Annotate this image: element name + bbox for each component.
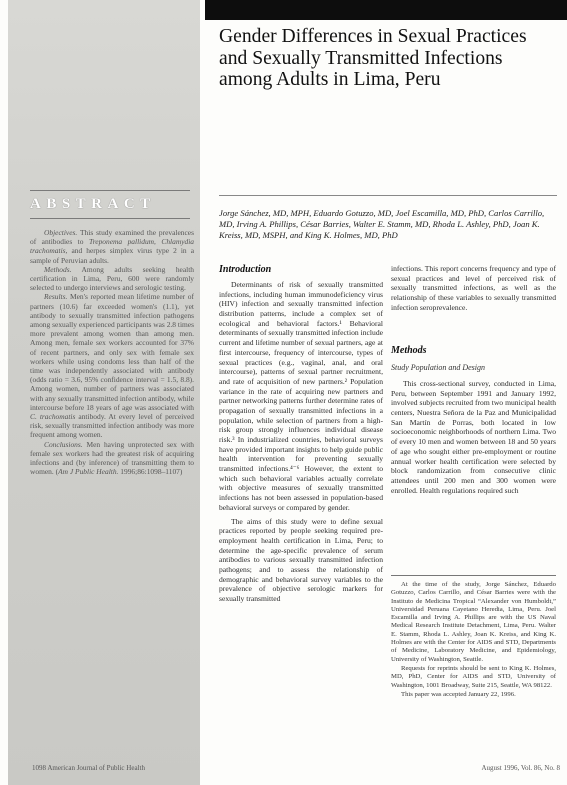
conclusions-text-b: 1996;86:1098–1107) bbox=[118, 467, 183, 477]
intro-heading: Introduction bbox=[219, 264, 272, 275]
author-list: Jorge Sánchez, MD, MPH, Eduardo Gotuzzo, MD, Joel Escamilla, MD, PhD, Carlos Carrillo, MD, Irving A. Phillips, César Barries, Walter E. Stamm, MD, Rhoda L. Ashley, PhD, Joan K. Kreiss, MD, MSPH, and King K. Holmes, MD, PhD bbox=[219, 208, 545, 240]
abstract-rule-bottom bbox=[30, 218, 190, 219]
abstract-heading: ABSTRACT bbox=[30, 196, 156, 212]
notes-accepted: This paper was accepted January 22, 1996. bbox=[401, 690, 516, 698]
author-notes bbox=[391, 581, 556, 700]
results-species: C. trachomatis bbox=[30, 412, 76, 422]
methods-column bbox=[391, 379, 556, 495]
results-text-a: Men's reported mean lifetime number of partners (10.6) far exceeded women's (1.1), yet antibody to sexually transmitted infection pathogens among sexually experienced participants was 2.8 times more prevalent among women than among men. Among men, female sex workers accounted for 37% of recent partners, and only sex with female sex workers while using condoms less than half of the time was independently associated with antibody (odds ratio = 3.6, 95% confidence interval = 1.5, 8.8). Among women, number of partners was associated with any sexually transmitted infection antibody, while intercourse before 18 years of age was associated with bbox=[30, 292, 194, 412]
conclusions-journal: Am J Public Health. bbox=[58, 467, 119, 477]
conclusions-text-a: Men having unprotected sex with female sex workers had the greatest risk of acquiring infections and (by inference) of transmitting them to women. ( bbox=[30, 439, 194, 477]
methods-paragraph-1: This cross-sectional survey, conducted in Lima, Peru, between September 1991 and January 1992, involved subjects recruited from two municipal health centers, Nuestra Señora de la Paz and Municipalidad San Martín de Porras, both located in low socioeconomic neighborhoods of northern Lima. Two of every 10 men and women between 18 and 50 years of age who sought either pre-employment or routine annual worker health certification were selected by block randomization from consecutive clinic attendees until 200 men and 300 women were enrolled. Health regulations required such bbox=[391, 379, 556, 495]
abstract-conclusions bbox=[30, 440, 194, 477]
abstract-results bbox=[30, 292, 194, 439]
footer-right: August 1996, Vol. 86, No. 8 bbox=[481, 764, 560, 772]
objectives-text-b: and herpes simplex virus type 2 in a sample of Peruvian adults. bbox=[30, 246, 194, 265]
article-title: Gender Differences in Sexual Practices and Sexually Transmitted Infections among Adults in Lima, Peru bbox=[219, 26, 527, 90]
methods-subheading: Study Population and Design bbox=[391, 363, 485, 372]
notes-reprints: Requests for reprints should be sent to King K. Holmes, MD, PhD, Center for AIDS and STD, University of Washington, 1001 Broadway, Suite 215, Seattle, WA 98122. bbox=[391, 664, 556, 689]
footer-left: 1098 American Journal of Public Health bbox=[32, 764, 145, 772]
notes-rule bbox=[391, 575, 556, 576]
abstract-methods bbox=[30, 265, 194, 293]
header-bar bbox=[205, 0, 567, 20]
methods-heading: Methods bbox=[391, 345, 427, 356]
abstract-body bbox=[30, 228, 194, 476]
intro-column-2 bbox=[391, 264, 556, 312]
abstract-rule-top bbox=[30, 190, 190, 191]
title-rule bbox=[219, 195, 557, 196]
conclusions-label: Conclusions. bbox=[44, 439, 83, 449]
intro-paragraph-1: Determinants of risk of sexually transmitted infections, including human immunodeficiency virus (HIV) infection and sexually transmitted infection distribution patterns, include a complex set of ecological and behavioral factors.¹ Behavioral determinants of sexually transmitted infection include current and lifetime number of sexual partners, age at first intercourse, frequency of intercourse, types of sexual practices (e.g., vaginal, anal, and oral intercourse), patterns of sexual partner recruitment, and rate of acquisition of new partners.² Population variance in the rate of acquiring new partners and partner networking patterns further determine rates of propagation of sexually transmitted infections in a population, while selection of partners from a high-risk group strongly influences individual disease risk.³ In industrialized countries, behavioral surveys have provided important insights to help guide public health intervention for preventing sexually transmitted infections.⁴⁻⁶ However, the extent to which such behavioral variables actually correlate with objective measures of sexually transmitted infections has not been assessed in population-based behavioral surveys or compared by gender. bbox=[219, 280, 383, 512]
results-text-b: antibody. At every level of perceived risk, sexually transmitted infection antibody was more frequent among women. bbox=[30, 412, 195, 440]
results-label: Results. bbox=[44, 292, 68, 302]
methods-label: Methods. bbox=[44, 264, 72, 274]
notes-affiliations: At the time of the study, Jorge Sánchez, Eduardo Gotuzzo, Carlos Carrillo, and César Barries were with the Instituto de Medicina Tropical “Alexander von Humboldt,” Universidad Peruana Cayetano Heredia, Lima, Peru. Joel Escamilla and Irving A. Phillips are with the US Naval Medical Research Institute Detachment, Lima, Peru. Walter E. Stamm, Rhoda L. Ashley, Joan K. Kreiss, and King K. Holmes are with the Center for AIDS and STD, Departments of Medicine, Laboratory Medicine, and Epidemiology, University of Washington, Seattle. bbox=[391, 581, 556, 663]
intro-column-1 bbox=[219, 280, 383, 604]
objectives-text-a: This study examined the prevalences of antibodies to bbox=[30, 228, 194, 247]
intro-paragraph-2: The aims of this study were to define sexual practices reported by people seeking required pre-employment health certification in Lima, Peru; to determine the age-specific prevalence of serum antibodies to various sexually transmitted infection pathogens; and to assess the relationship of demographic and behavioral survey variables to the prevalence of objective serologic markers for sexually transmitted bbox=[219, 516, 383, 603]
abstract-objectives bbox=[30, 228, 194, 265]
methods-text: Among adults seeking health certification in Lima, Peru, 600 were randomly selected to undergo interviews and serologic testing. bbox=[30, 264, 194, 293]
objectives-label: Objectives. bbox=[44, 228, 78, 237]
objectives-species: Treponema pallidum, Chlamydia trachomatis, bbox=[30, 237, 194, 256]
intro-paragraph-3: infections. This report concerns frequency and type of sexual practices and level of perceived risk of sexually transmitted infections, as well as the relationship of these variables to sexually transmitted infection seroprevalence. bbox=[391, 264, 556, 312]
